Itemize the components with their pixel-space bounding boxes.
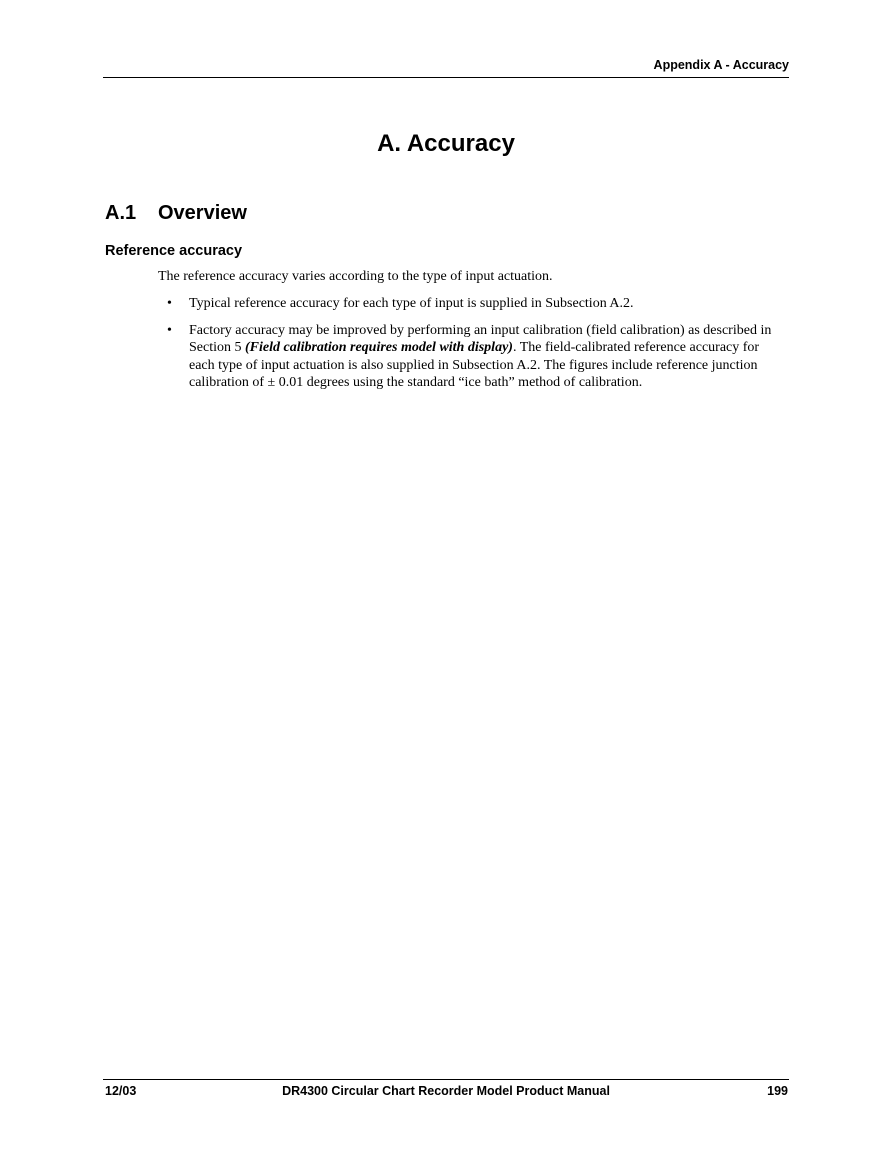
intro-paragraph: The reference accuracy varies according to the type of input actuation. [158,269,553,284]
bullet-text-before: Factory accuracy may be improved by performing an input calibration (field calibration) as described in Section 5 [189,322,772,355]
section-title: Overview [158,202,247,224]
footer-rule [103,1079,789,1080]
bullet-text: Typical reference accuracy for each type of input is supplied in Subsection A.2. [189,296,634,311]
bullet-icon: • [167,322,172,338]
section-heading [105,200,247,226]
footer-date: 12/03 [105,1084,137,1098]
section-number: A.1 [105,202,137,224]
subsection-heading: Reference accuracy [105,243,243,259]
bullet-emphasis: (Field calibration requires model with display) [245,340,513,355]
list-item [158,295,788,313]
footer-page-number: 199 [767,1084,788,1098]
chapter-title: A. Accuracy [377,130,515,157]
footer-manual-title: DR4300 Circular Chart Recorder Model Product Manual [282,1084,610,1098]
bullet-icon: • [167,296,172,311]
list-item [158,322,788,392]
bullet-list [158,295,788,401]
bullet-text-after: . The field-calibrated reference accuracy for each type of input actuation is also supplied in Subsection A.2. The figures include reference junction calibration of ± 0.01 degrees using the standard “ice bath” method of calibration. [189,340,760,390]
running-header: Appendix A - Accuracy [653,58,789,72]
header-rule [103,77,789,78]
